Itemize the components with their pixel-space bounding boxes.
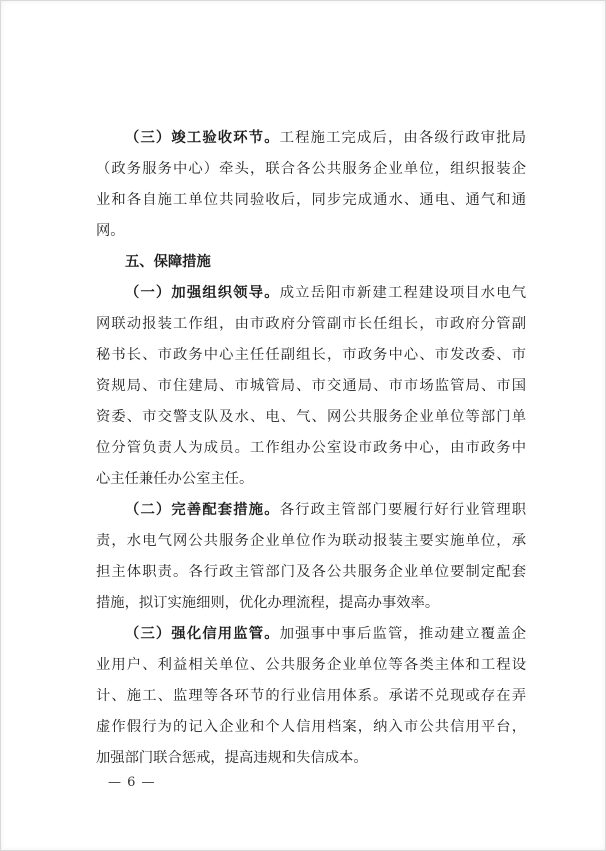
paragraph-line: 虚作假行为的记入企业和个人信用档案，纳入市公共信用平台， [96,719,526,735]
sub-heading: （三）强化信用监管。 [125,626,280,642]
paragraph-line: 业用户、利益相关单位、公共服务企业单位等各类主体和工程设 [96,657,526,673]
section-acceptance [96,123,526,247]
paragraph-text: 工程施工完成后，由各级行政审批局 [279,130,526,146]
section-title-block [96,247,526,278]
paragraph-line: 担主体职责。各行政主管部门及各公共服务企业单位要制定配套 [96,564,526,580]
page-number: — 6 — [108,775,156,790]
sub-heading: （三）竣工验收环节。 [125,130,280,146]
paragraph-line: 责，水电气网公共服务企业单位作为联动报装主要实施单位，承 [96,533,526,549]
paragraph-first-line [96,619,526,650]
sub-heading: （一）加强组织领导。 [125,285,280,301]
paragraph-line: 位分管负责人为成员。工作组办公室设市政务中心，由市政务中 [96,440,526,456]
paragraph-line: （政务服务中心）牵头，联合各公共服务企业单位，组织报装企 [96,161,526,177]
paragraph-line: 计、施工、监理等各环节的行业信用体系。承诺不兑现或存在弄 [96,688,526,704]
section-title: 五、保障措施 [125,254,211,270]
paragraph-line: 业和各自施工单位共同验收后，同步完成通水、通电、通气和通 [96,192,526,208]
measure-credit [96,619,526,774]
paragraph-line: 心主任兼任办公室主任。 [96,471,254,487]
paragraph-line: 资规局、市住建局、市城管局、市交通局、市市场监管局、市国 [96,378,526,394]
paragraph-first-line [96,123,526,154]
paragraph-line: 秘书长、市政务中心主任任副组长，市政务中心、市发改委、市 [96,347,526,363]
measure-supporting [96,495,526,619]
paragraph-line: 网。 [96,223,125,239]
paragraph-text: 成立岳阳市新建工程建设项目水电气 [279,285,526,301]
paragraph-line: 措施，拟订实施细则，优化办理流程，提高办事效率。 [96,595,440,611]
paragraph-text: 加强事中事后监管，推动建立覆盖企 [279,626,526,642]
paragraph-line: 网联动报装工作组，由市政府分管副市长任组长，市政府分管副 [96,316,526,332]
measure-organization [96,278,526,495]
paragraph-text: 各行政主管部门要履行好行业管理职 [279,502,526,518]
paragraph-line: 资委、市交警支队及水、电、气、网公共服务企业单位等部门单 [96,409,526,425]
paragraph-first-line [96,278,526,309]
paragraph-line: 加强部门联合惩戒，提高违规和失信成本。 [96,750,368,766]
paragraph-first-line [96,495,526,526]
sub-heading: （二）完善配套措施。 [125,502,280,518]
